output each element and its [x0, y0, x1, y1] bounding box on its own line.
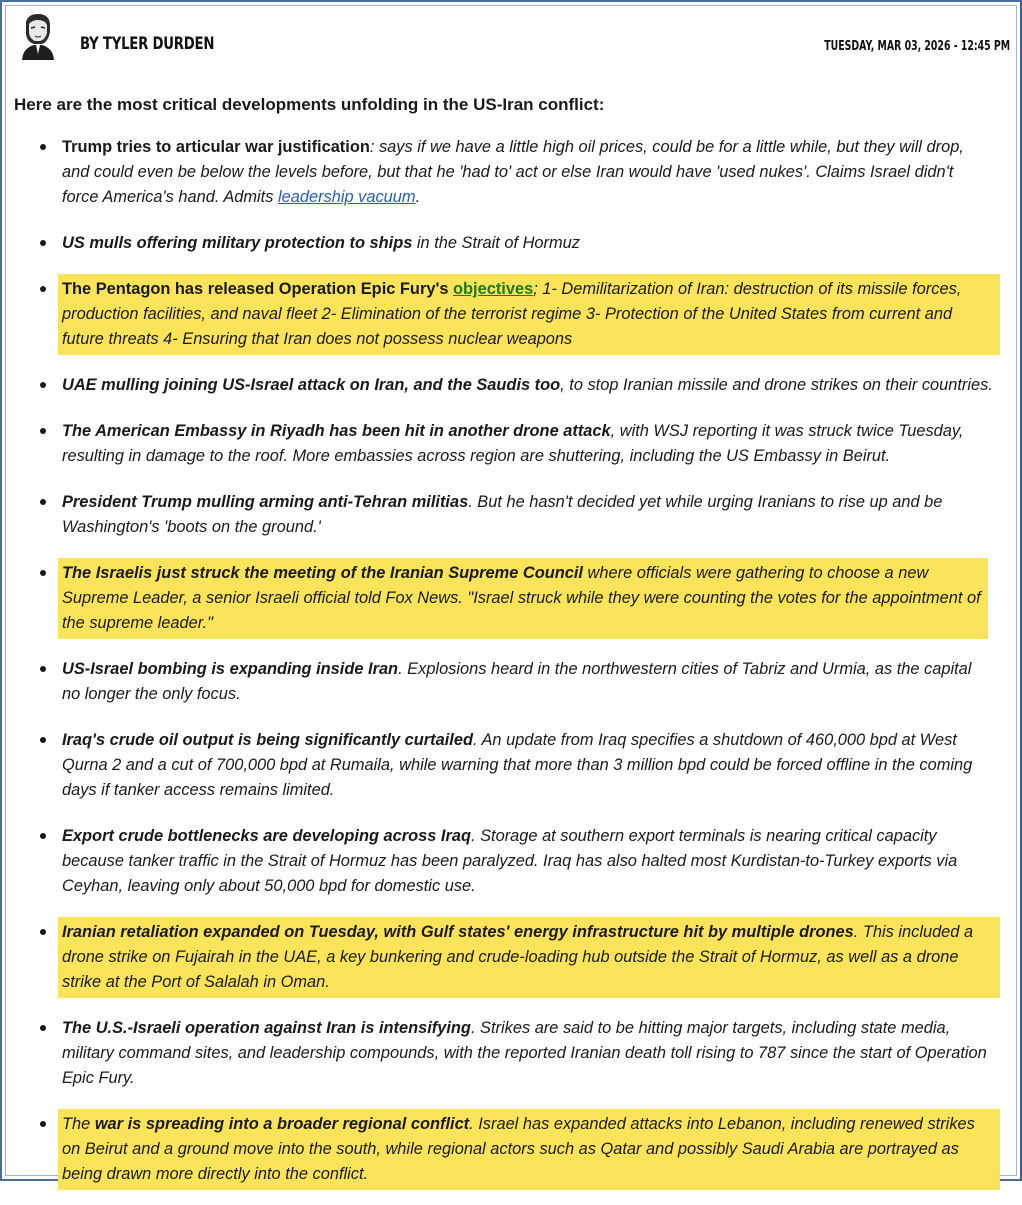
bullet-dot-icon — [40, 737, 46, 743]
list-item-highlighted — [58, 558, 988, 639]
bullet-dot-icon — [40, 240, 46, 246]
item-lead: UAE mulling joining US-Israel attack on Iran, and the Saudis too — [62, 376, 561, 394]
list-item-highlighted — [58, 1109, 1000, 1190]
bullet-dot-icon — [40, 499, 46, 505]
item-lead: Iranian retaliation expanded on Tuesday, with Gulf states' energy infrastructure hit by multiple drones — [62, 923, 854, 941]
item-text: . Explosions heard in the northwestern cities of Tabriz and Urmia, as the capital no longer the only focus. — [62, 660, 972, 703]
list-item — [58, 725, 1000, 806]
bullet-dot-icon — [40, 570, 46, 576]
item-lead: Trump tries to articular war justification — [62, 138, 370, 156]
publish-timestamp: TUESDAY, MAR 03, 2026 - 12:45 PM — [824, 39, 1010, 54]
item-prefix: The — [62, 1115, 95, 1133]
item-text: . An update from Iraq specifies a shutdown of 460,000 bpd at West Qurna 2 and a cut of 700,000 bpd at Rumaila, while warning that more than 3 million bpd could be forced offline in the coming days if tanker access remains limited. — [62, 731, 973, 799]
bullet-dot-icon — [40, 929, 46, 935]
bullet-dot-icon — [40, 144, 46, 150]
developments-list — [2, 132, 1012, 1205]
item-lead: The Pentagon has released Operation Epic Fury's — [62, 280, 454, 298]
list-item — [58, 416, 1000, 472]
item-lead: The Israelis just struck the meeting of the Iranian Supreme Council — [62, 564, 583, 582]
bullet-dot-icon — [40, 833, 46, 839]
article-header — [14, 12, 1012, 64]
list-item-highlighted — [58, 274, 1000, 355]
item-text: . Israel has expanded attacks into Lebanon, including renewed strikes on Beirut and a ground move into the south, while regional actors such as Qatar and possibly Saudi Arabia are portrayed as being drawn more directly into the conflict. — [62, 1115, 975, 1183]
objectives-link[interactable]: objectives — [453, 280, 534, 298]
item-text: ; 1- Demilitarization of Iran: destruction of its missile forces, production facilities, and naval fleet 2- Elimination of the terrorist regime 3- Protection of the United States from current and future threats 4- Ensuring that Iran does not possess nuclear weapons — [62, 280, 962, 348]
item-text: where officials were gathering to choose a new Supreme Leader, a senior Israeli official told Fox News. "Israel struck while they were counting the votes for the appointment of the supreme leader." — [62, 564, 981, 632]
bullet-dot-icon — [40, 666, 46, 672]
list-item — [58, 1013, 1000, 1094]
item-lead: Iraq's crude oil output is being significantly curtailed — [62, 731, 473, 749]
list-item — [58, 821, 1000, 902]
list-item — [58, 370, 1000, 401]
intro-heading: Here are the most critical developments unfolding in the US-Iran conflict: — [14, 95, 605, 114]
item-text: says if we have a little high oil prices, could be for a little while, but they will drop, and could even be below the levels before, but that he 'had to' act or else Iran would have 'used nukes'. Claims Israel didn't force America's hand. Admits — [62, 138, 964, 206]
item-text: . This included a drone strike on Fujairah in the UAE, a key bunkering and crude-loading hub outside the Strait of Hormuz, as well as a drone strike at the Port of Salalah in Oman. — [62, 923, 974, 991]
list-item — [58, 228, 1000, 259]
item-lead: war is spreading into a broader regional conflict — [94, 1115, 470, 1133]
item-text-end: . — [415, 188, 421, 206]
item-text: , to stop Iranian missile and drone strikes on their countries. — [560, 376, 993, 394]
leadership-vacuum-link[interactable]: leadership vacuum — [277, 188, 416, 206]
item-text: in the Strait of Hormuz — [412, 234, 580, 252]
item-lead: US mulls offering military protection to ships — [62, 234, 413, 252]
bullet-dot-icon — [40, 1025, 46, 1031]
list-item — [58, 487, 1000, 543]
list-item-highlighted — [58, 917, 1000, 998]
bullet-dot-icon — [40, 1121, 46, 1127]
author-byline[interactable]: BY TYLER DURDEN — [80, 34, 215, 54]
item-text: . Strikes are said to be hitting major targets, including state media, military command sites, and leadership compounds, with the reported Iranian death toll rising to 787 since the start of Operation Epic Fury. — [62, 1019, 987, 1087]
list-item — [58, 132, 1000, 213]
item-text: . Storage at southern export terminals is nearing critical capacity because tanker traffic in the Strait of Hormuz has been paralyzed. Iraq has also halted most Kurdistan-to-Turkey exports via Ceyhan, leaving only about 50,000 bpd for domestic use. — [62, 827, 958, 895]
item-lead: The American Embassy in Riyadh has been hit in another drone attack — [62, 422, 611, 440]
item-colon: : — [369, 138, 375, 156]
author-avatar-icon[interactable] — [14, 12, 60, 60]
item-text: , with WSJ reporting it was struck twice Tuesday, resulting in damage to the roof. More embassies across region are shuttering, including the US Embassy in Beirut. — [62, 422, 964, 465]
item-lead: Export crude bottlenecks are developing across Iraq — [62, 827, 471, 845]
bullet-dot-icon — [40, 428, 46, 434]
bullet-dot-icon — [40, 382, 46, 388]
bullet-dot-icon — [40, 286, 46, 292]
item-text: . But he hasn't decided yet while urging Iranians to rise up and be Washington's 'boots on the ground.' — [62, 493, 943, 536]
item-lead: US-Israel bombing is expanding inside Iran — [62, 660, 399, 678]
list-item — [58, 654, 1000, 710]
item-lead: President Trump mulling arming anti-Tehran militias — [62, 493, 469, 511]
item-lead: The U.S.-Israeli operation against Iran is intensifying — [62, 1019, 471, 1037]
